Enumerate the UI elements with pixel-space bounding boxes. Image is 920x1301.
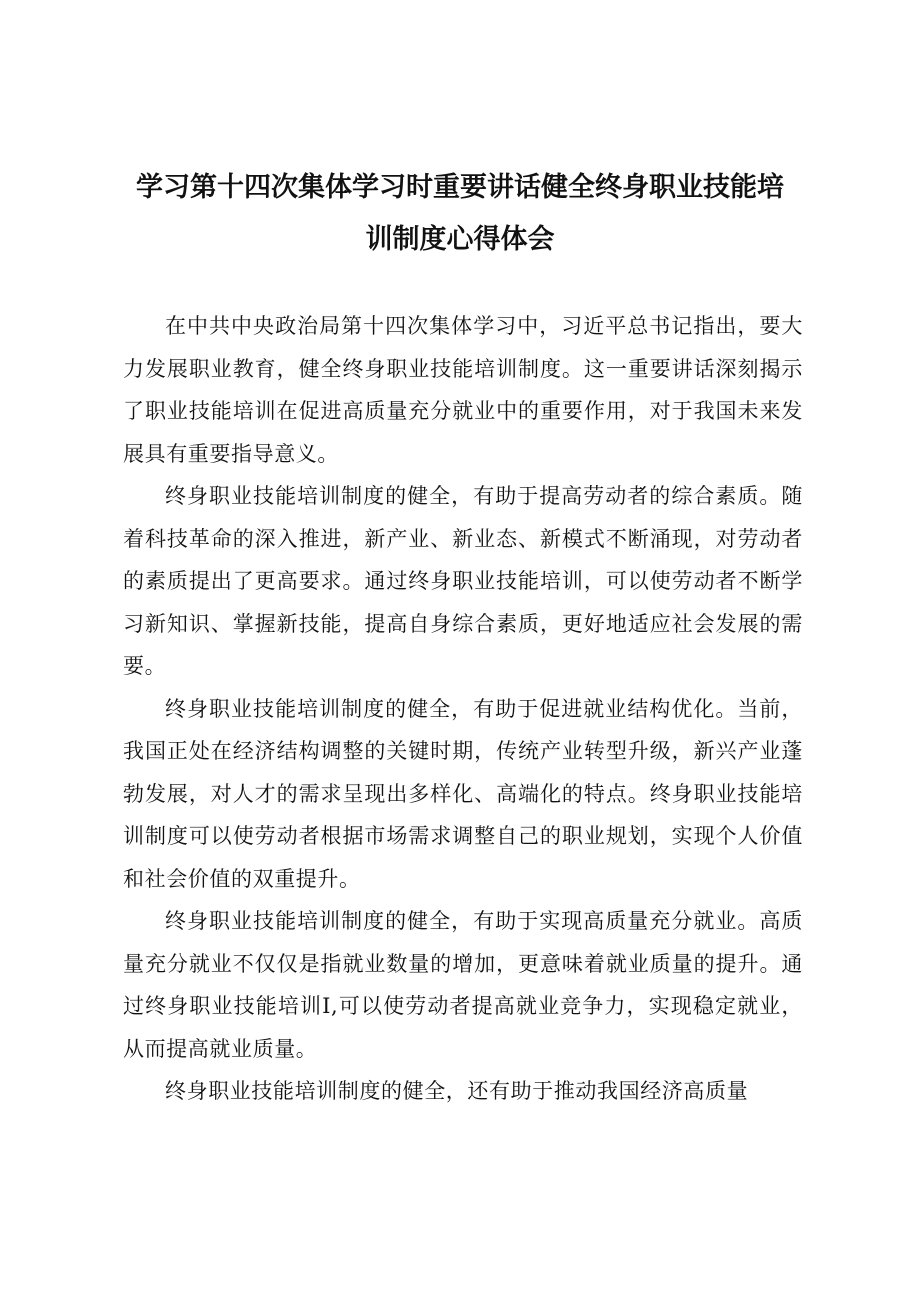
paragraph-1: 在中共中央政治局第十四次集体学习中，习近平总书记指出，要大力发展职业教育，健全终身职业技能培训制度。这一重要讲话深刻揭示了职业技能培训在促进高质量充分就业中的重要作用，对于我国未来发展具有重要指导意义。	[123, 314, 803, 466]
title-line-2: 训制度心得体会	[365, 224, 555, 255]
paragraph-3: 终身职业技能培训制度的健全，有助于促进就业结构优化。当前，我国正处在经济结构调整的关键时期，传统产业转型升级，新兴产业蓬勃发展，对人才的需求呈现出多样化、高端化的特点。终身职业技能培训制度可以使劳动者根据市场需求调整自己的职业规划，实现个人价值和社会价值的双重提升。	[123, 696, 803, 891]
paragraph-4: 终身职业技能培训制度的健全，有助于实现高质量充分就业。高质量充分就业不仅仅是指就业数量的增加，更意味着就业质量的提升。通过终身职业技能培训I,可以使劳动者提高就业竞争力，实现稳定就业，从而提高就业质量。	[123, 909, 803, 1061]
paragraph-2: 终身职业技能培训制度的健全，有助于提高劳动者的综合素质。随着科技革命的深入推进，新产业、新业态、新模式不断涌现，对劳动者的素质提出了更高要求。通过终身职业技能培训，可以使劳动者不断学习新知识、掌握新技能，提高自身综合素质，更好地适应社会发展的需要。	[123, 484, 803, 678]
document-body	[123, 305, 803, 1113]
title-line-1: 学习第十四次集体学习时重要讲话健全终身职业技能培	[136, 172, 784, 203]
document-title	[100, 162, 820, 266]
paragraph-5: 终身职业技能培训制度的健全，还有助于推动我国经济高质量	[165, 1079, 749, 1103]
